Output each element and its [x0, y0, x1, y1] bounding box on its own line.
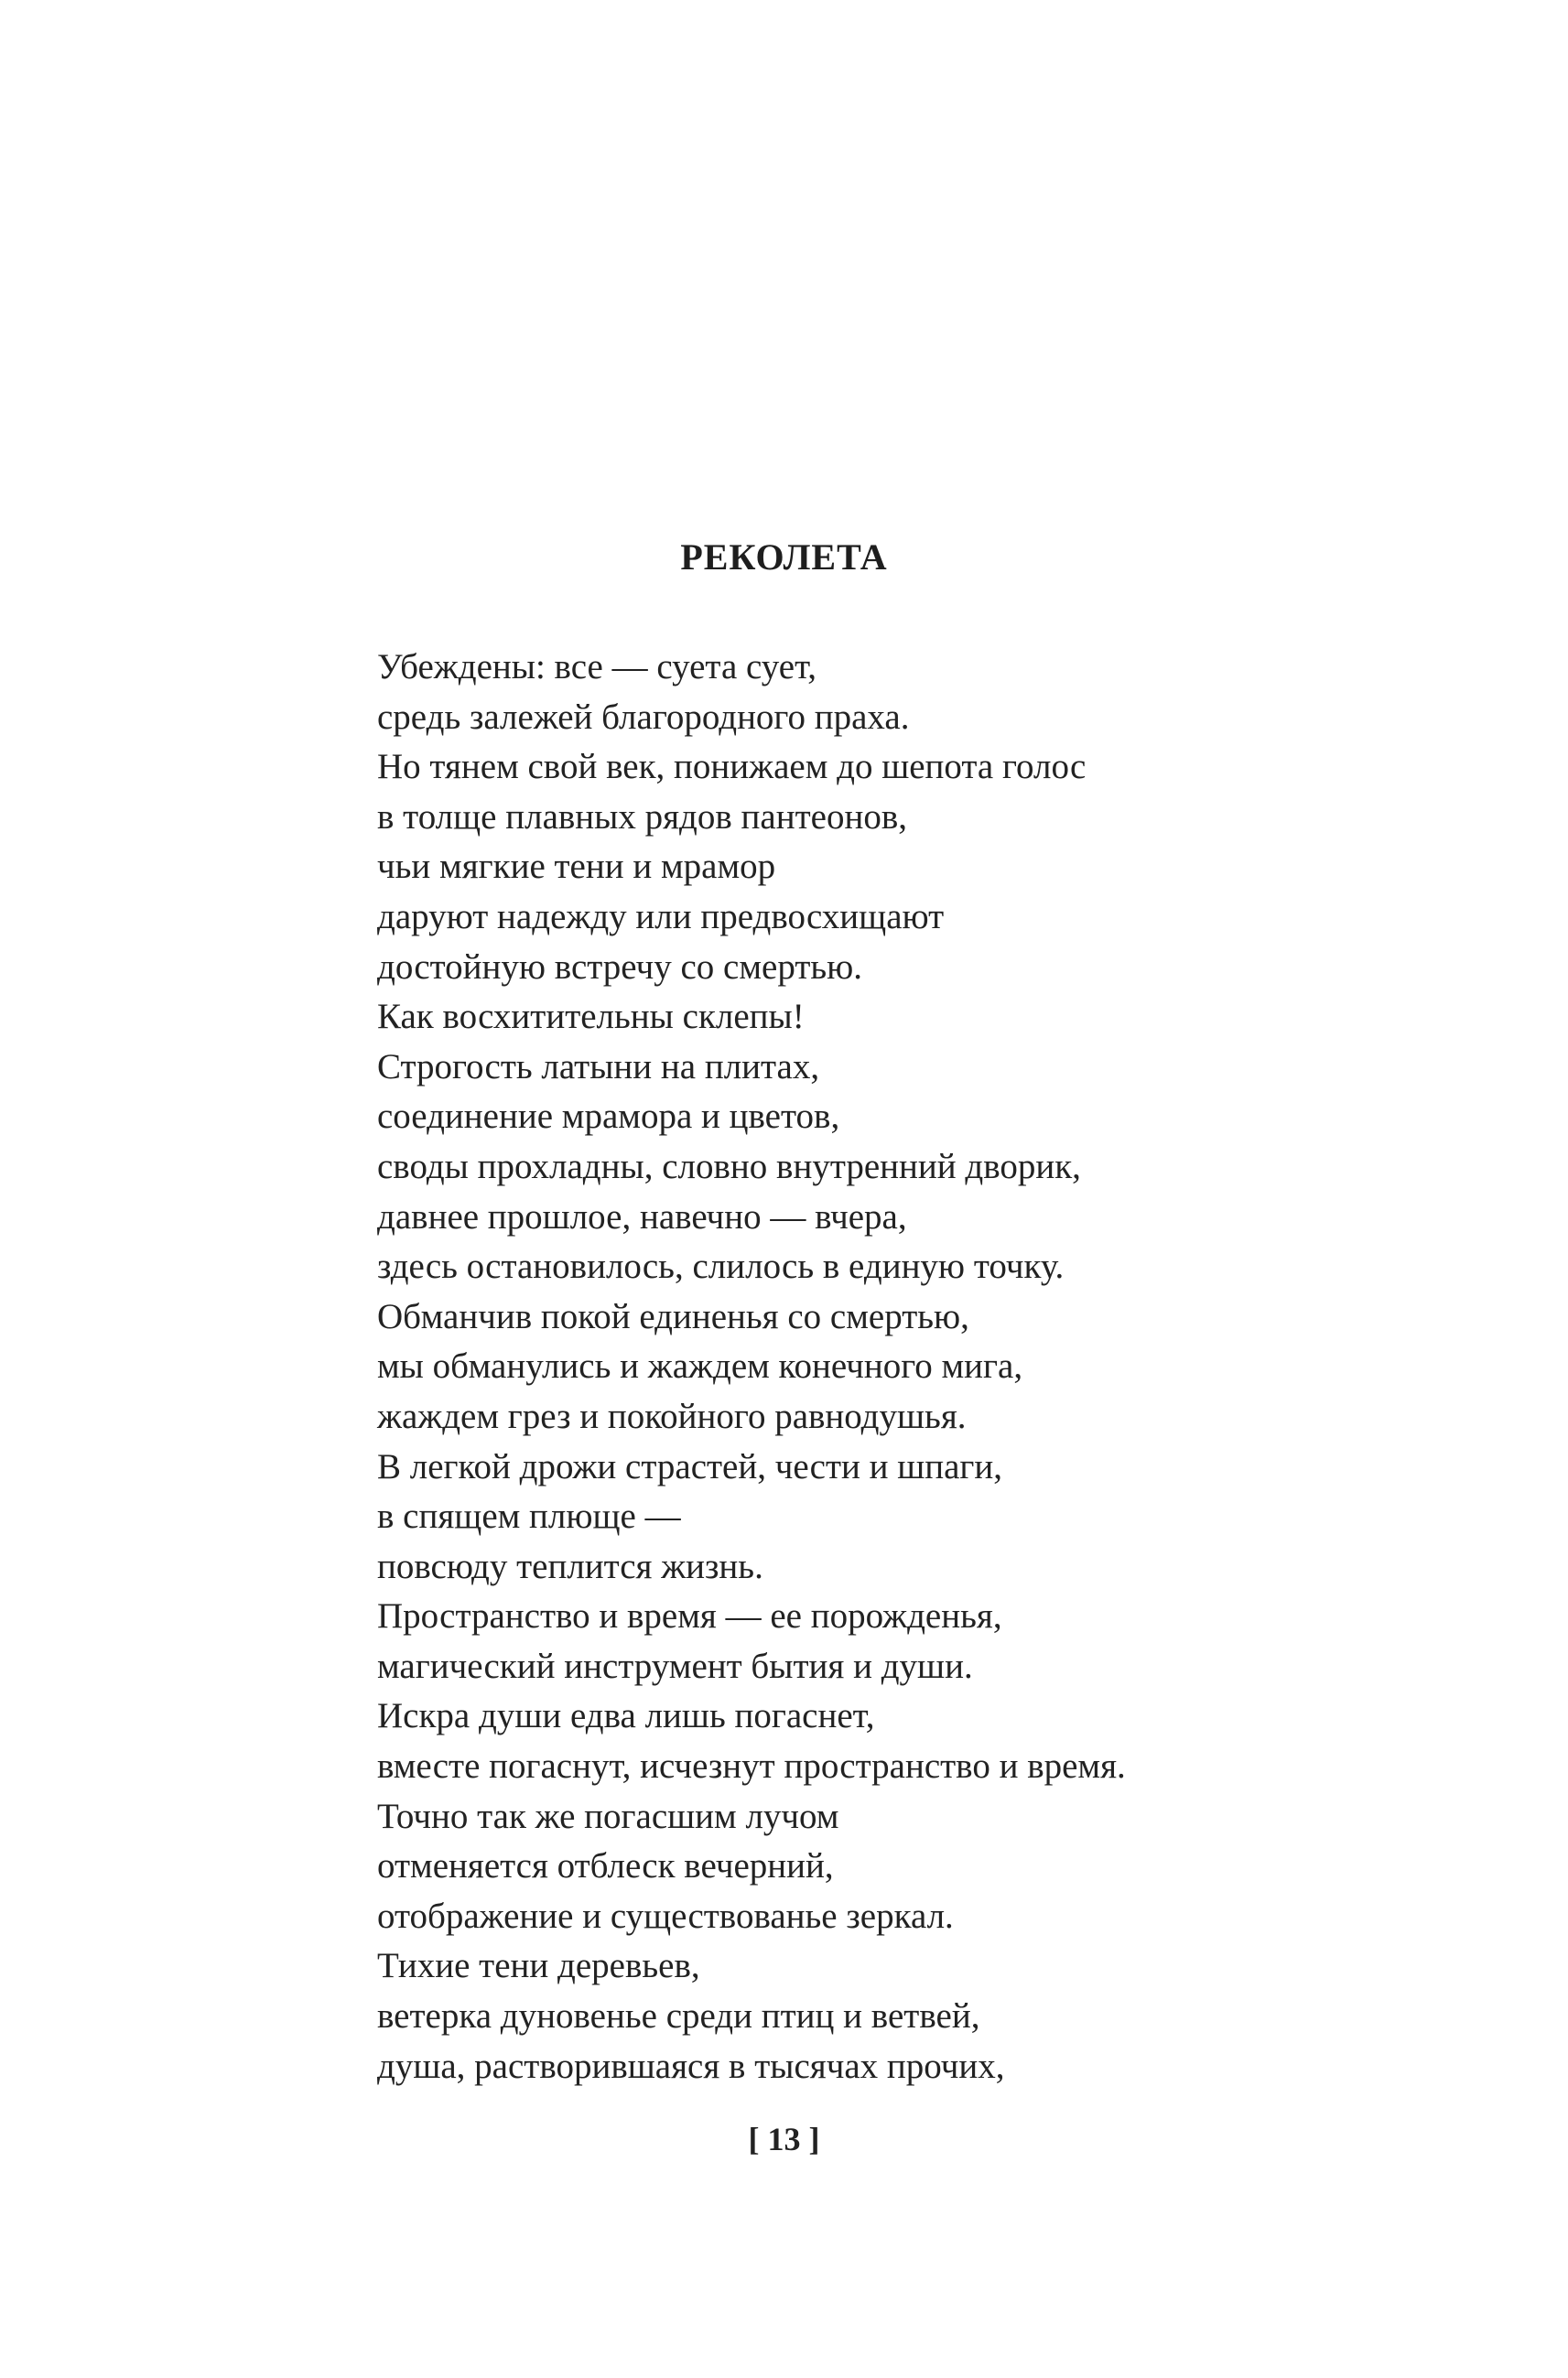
poem-line-7: достойную встречу со смертью. [377, 946, 863, 987]
poem-line-26: отображение и существованье зеркал. [377, 1896, 954, 1936]
poem-line-22: Искра души едва лишь погаснет, [377, 1696, 875, 1736]
poem-line-6: даруют надежду или предвосхищают [377, 896, 945, 936]
poem-line-15: мы обманулись и жаждем конечного мига, [377, 1346, 1023, 1387]
poem-line-21: магический инструмент бытия и души. [377, 1646, 973, 1686]
poem-line-20: Пространство и время — ее порожденья, [377, 1596, 1002, 1637]
poem-line-10: соединение мрамора и цветов, [377, 1097, 840, 1137]
poem-line-24: Точно так же погасшим лучом [377, 1796, 839, 1836]
poem-line-28: ветерка дуновенье среди птиц и ветвей, [377, 1996, 980, 2037]
poem-body [377, 643, 1384, 2092]
poem-line-9: Строгость латыни на плитах, [377, 1046, 820, 1086]
poem-line-27: Тихие тени деревьев, [377, 1946, 700, 1986]
poem-line-29: душа, растворившаяся в тысячах прочих, [377, 2046, 1005, 2086]
poem-line-12: давнее прошлое, навечно — вчера, [377, 1196, 907, 1237]
page-number: [ 13 ] [748, 2121, 820, 2157]
poem-line-14: Обманчив покой единенья со смертью, [377, 1296, 969, 1336]
poem-line-19: повсюду теплится жизнь. [377, 1546, 763, 1586]
poem-line-16: жаждем грез и покойного равнодушья. [377, 1396, 967, 1436]
poem-title: РЕКОЛЕТА [680, 536, 888, 578]
poem-line-18: в спящем плюще — [377, 1497, 681, 1537]
poem-line-1: Убеждены: все — суета сует, [377, 647, 816, 686]
poem-line-2: средь залежей благородного праха. [377, 697, 910, 737]
poem-line-13: здесь остановилось, слилось в единую точку. [377, 1247, 1065, 1287]
poem-line-8: Как восхитительны склепы! [377, 997, 805, 1037]
poem-line-5: чьи мягкие тени и мрамор [377, 847, 776, 887]
poem-line-17: В легкой дрожи страстей, чести и шпаги, [377, 1446, 1003, 1486]
poem-line-3: Но тянем свой век, понижаем до шепота голос [377, 747, 1087, 787]
poem-line-11: своды прохладны, словно внутренний дворик, [377, 1146, 1081, 1186]
poem-line-4: в толще плавных рядов пантеонов, [377, 796, 908, 837]
poem-line-23: вместе погаснут, исчезнут пространство и время. [377, 1746, 1126, 1787]
poem-line-25: отменяется отблеск вечерний, [377, 1846, 834, 1886]
